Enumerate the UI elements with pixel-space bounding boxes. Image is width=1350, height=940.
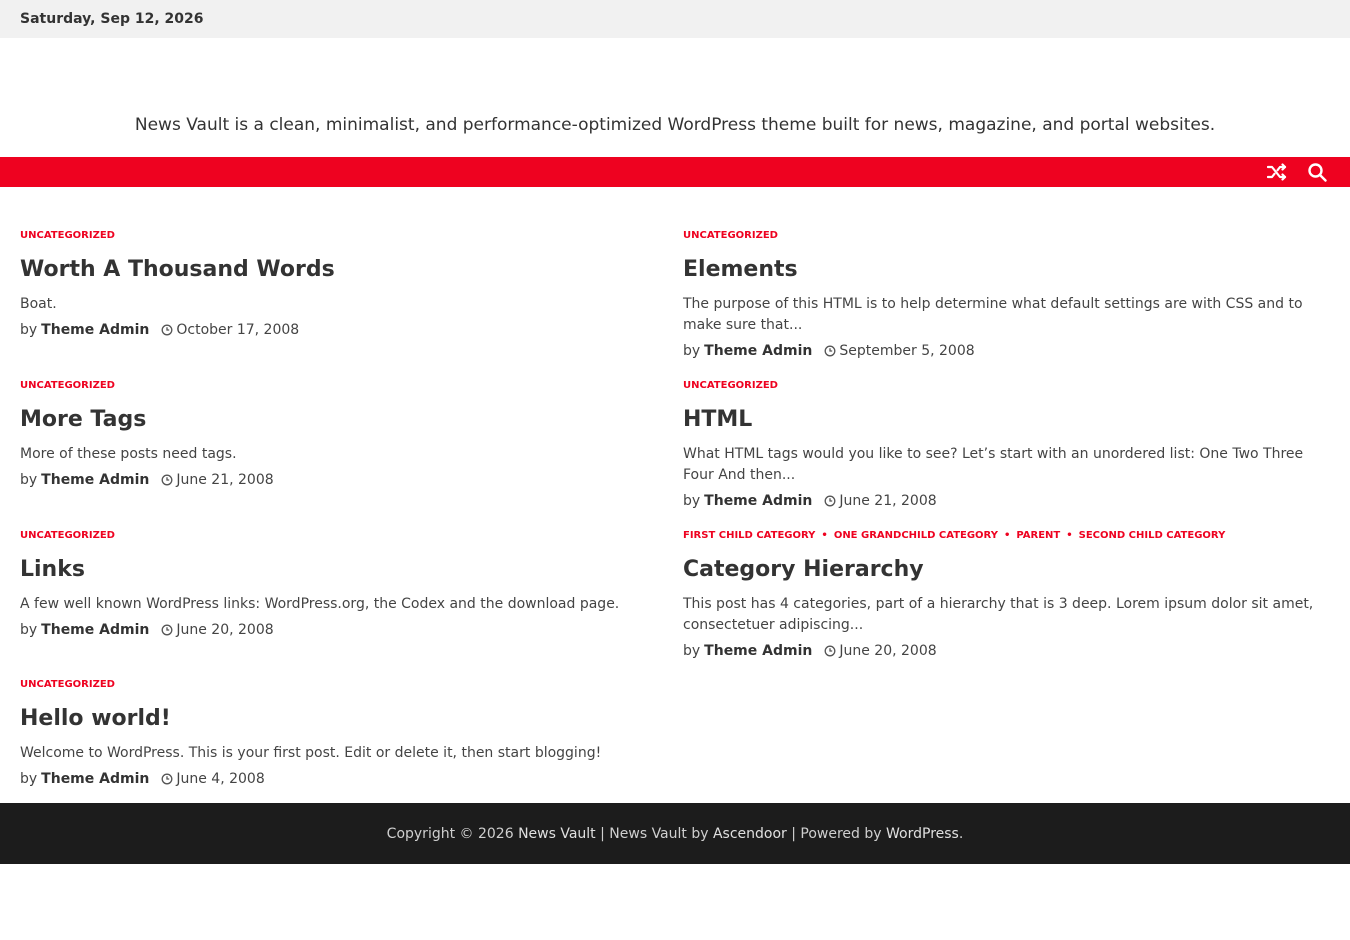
main-navigation: [0, 157, 1350, 187]
post-title[interactable]: Hello world!: [20, 706, 171, 731]
by-label: by: [20, 322, 38, 338]
footer-separator: | Powered by: [786, 825, 887, 842]
post-date[interactable]: June 4, 2008: [176, 771, 265, 787]
post-card: [20, 528, 660, 640]
post-categories: [20, 528, 660, 542]
post-categories: [20, 378, 660, 392]
author-link[interactable]: Theme Admin: [41, 771, 150, 787]
clock-icon: [161, 624, 173, 636]
clock-icon: [824, 645, 836, 657]
author-link[interactable]: Theme Admin: [41, 472, 150, 488]
post-excerpt: Welcome to WordPress. This is your first post. Edit or delete it, then start blogging!: [20, 745, 602, 761]
post-card: [20, 677, 660, 789]
post-meta: [20, 769, 660, 789]
post-categories: [20, 677, 660, 691]
by-label: by: [683, 493, 701, 509]
site-link[interactable]: News Vault: [518, 825, 596, 842]
current-date: Saturday, Sep 12, 2026: [20, 11, 204, 27]
post-title[interactable]: Category Hierarchy: [683, 557, 924, 582]
post-title[interactable]: HTML: [683, 407, 753, 432]
category-link[interactable]: PARENT: [1016, 529, 1061, 541]
post-grid: [0, 187, 1350, 803]
post-card: [20, 378, 660, 490]
shuffle-icon[interactable]: [1266, 161, 1288, 183]
clock-icon: [161, 324, 173, 336]
category-link[interactable]: ONE GRANDCHILD CATEGORY: [833, 529, 998, 541]
author-link[interactable]: Theme Admin: [704, 643, 813, 659]
post-meta: [20, 620, 660, 640]
post-date[interactable]: June 20, 2008: [839, 643, 937, 659]
post-date[interactable]: October 17, 2008: [176, 322, 300, 338]
post-date[interactable]: June 21, 2008: [839, 493, 937, 509]
category-link[interactable]: UNCATEGORIZED: [683, 229, 778, 241]
post-excerpt: The purpose of this HTML is to help determine what default settings are with CSS and to make sure that...: [683, 296, 1303, 333]
category-separator: •: [1003, 529, 1011, 541]
post-meta: [20, 320, 660, 340]
post-card: [683, 378, 1330, 511]
category-link[interactable]: UNCATEGORIZED: [20, 379, 115, 391]
post-categories: [20, 228, 660, 242]
post-date[interactable]: September 5, 2008: [839, 343, 975, 359]
post-title[interactable]: Elements: [683, 257, 798, 282]
post-meta: [683, 641, 1330, 661]
author-link[interactable]: Theme Admin: [41, 322, 150, 338]
by-label: by: [20, 771, 38, 787]
search-icon[interactable]: [1306, 161, 1328, 183]
post-meta: [20, 470, 660, 490]
footer-separator: | News Vault by: [595, 825, 713, 842]
author-link[interactable]: Theme Admin: [41, 622, 150, 638]
category-link[interactable]: UNCATEGORIZED: [20, 529, 115, 541]
post-excerpt: This post has 4 categories, part of a hierarchy that is 3 deep. Lorem ipsum dolor sit amet, consectetuer adipiscing...: [683, 596, 1314, 633]
post-meta: [683, 491, 1330, 511]
post-title[interactable]: More Tags: [20, 407, 147, 432]
copyright-text: Copyright © 2026: [386, 825, 519, 842]
post-title[interactable]: Links: [20, 557, 85, 582]
category-link[interactable]: FIRST CHILD CATEGORY: [683, 529, 816, 541]
category-link[interactable]: UNCATEGORIZED: [683, 379, 778, 391]
post-excerpt: Boat.: [20, 296, 57, 312]
clock-icon: [161, 474, 173, 486]
clock-icon: [161, 773, 173, 785]
category-link[interactable]: UNCATEGORIZED: [20, 229, 115, 241]
category-separator: •: [821, 529, 828, 541]
by-label: by: [683, 343, 701, 359]
author-link[interactable]: Theme Admin: [704, 343, 813, 359]
site-footer: [0, 803, 1350, 864]
site-tagline: News Vault is a clean, minimalist, and performance-optimized WordPress theme built for news, magazine, and portal websites.: [134, 115, 1216, 135]
post-title[interactable]: Worth A Thousand Words: [20, 257, 335, 282]
post-meta: [683, 341, 1330, 361]
post-card: [20, 228, 660, 340]
site-header: [0, 38, 1350, 157]
clock-icon: [824, 495, 836, 507]
clock-icon: [824, 345, 836, 357]
category-separator: •: [1066, 529, 1073, 541]
by-label: by: [20, 472, 38, 488]
wordpress-link[interactable]: WordPress: [886, 825, 959, 842]
post-excerpt: A few well known WordPress links: WordPress.org, the Codex and the download page.: [20, 596, 620, 612]
post-excerpt: What HTML tags would you like to see? Let’s start with an unordered list: One Two Three Four And then...: [683, 446, 1304, 483]
by-label: by: [683, 643, 701, 659]
theme-author-link[interactable]: Ascendoor: [712, 825, 787, 842]
top-bar: [0, 0, 1350, 38]
category-link[interactable]: SECOND CHILD CATEGORY: [1078, 529, 1226, 541]
post-date[interactable]: June 20, 2008: [176, 622, 274, 638]
post-categories: [683, 378, 1330, 392]
post-categories: [683, 528, 1330, 542]
post-categories: [683, 228, 1330, 242]
post-card: [683, 228, 1330, 361]
post-date[interactable]: June 21, 2008: [176, 472, 274, 488]
post-excerpt: More of these posts need tags.: [20, 446, 237, 462]
category-link[interactable]: UNCATEGORIZED: [20, 678, 115, 690]
by-label: by: [20, 622, 38, 638]
post-card: [683, 528, 1330, 661]
footer-end: .: [958, 825, 964, 842]
author-link[interactable]: Theme Admin: [704, 493, 813, 509]
